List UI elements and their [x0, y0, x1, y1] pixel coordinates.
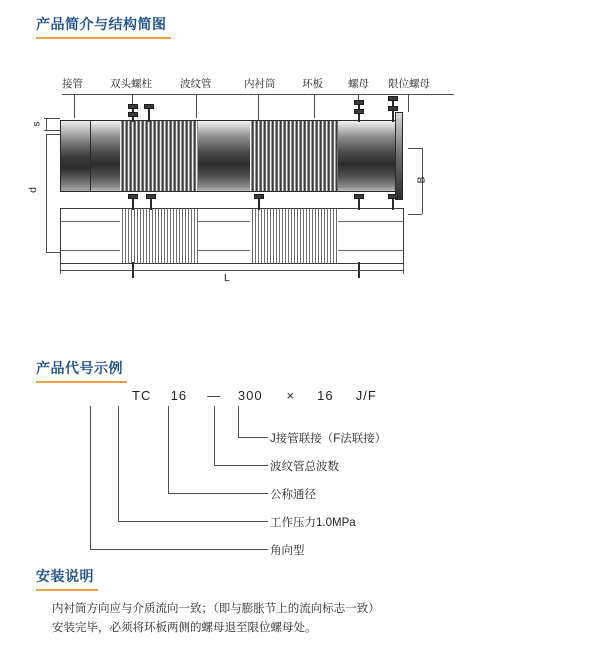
limit-nut-upper-far-right [388, 106, 398, 111]
code-note-waves: 波纹管总波数 [270, 461, 339, 473]
callout-label-bellows: 波纹管 [180, 78, 212, 90]
leader-code-joint-h [238, 437, 268, 438]
section-title-structure-text: 产品简介与结构简图 [36, 16, 167, 32]
leader-pipe [74, 94, 75, 118]
callout-label-ring-plate: 环板 [302, 78, 323, 90]
inlet-pipe-stub [60, 120, 91, 192]
code-part-pressure: 16 [170, 388, 188, 403]
sectional-bellows-right [250, 209, 338, 263]
dim-tick-L-left [60, 260, 61, 274]
code-note-diameter: 公称通径 [270, 489, 316, 501]
code-part-joint: J/F [355, 388, 377, 403]
sectional-bellows-left [120, 209, 198, 263]
section-title-install-text: 安装说明 [36, 568, 94, 584]
leader-code-waves-h [214, 465, 268, 466]
limit-nut-upper-left [128, 112, 138, 117]
structure-diagram [26, 62, 564, 288]
nut-upper-left [128, 104, 138, 109]
dim-line-L [60, 270, 404, 271]
callout-label-stud: 双头螺柱 [110, 78, 152, 90]
sectional-view-body [60, 208, 404, 264]
dim-label-d: d [26, 187, 39, 193]
callout-label-nut: 螺母 [348, 78, 369, 90]
leader-code-joint-v [238, 406, 239, 438]
dim-tick-d-bottom [46, 252, 60, 253]
liner-line-top [61, 221, 403, 222]
code-part-diameter: 300 [237, 388, 263, 403]
product-code-row [132, 388, 390, 403]
leader-code-diameter-v [168, 406, 169, 494]
nut-upper-left-2 [144, 104, 154, 109]
section-title-structure [36, 14, 171, 39]
section-underline-code [36, 381, 127, 383]
limit-nut-upper-right [354, 109, 364, 114]
bellows-section-left [120, 120, 198, 192]
leader-code-diameter-h [168, 493, 268, 494]
leader-code-type-h [90, 549, 268, 550]
section-underline-install [36, 589, 98, 591]
nut-lower-mid [254, 194, 264, 199]
nut-lower-left-2 [146, 194, 156, 199]
leader-ring-plate [314, 94, 315, 118]
nut-lower-right [354, 194, 364, 199]
liner-line-bottom [61, 250, 403, 251]
nut-upper-far-right [388, 96, 398, 101]
code-part-times: × [286, 388, 296, 403]
dim-label-s: s [30, 121, 43, 127]
leader-limit-nut [408, 94, 409, 112]
section-title-install [36, 566, 98, 591]
code-note-pressure: 工作压力1.0MPa [270, 517, 356, 529]
leader-code-waves-v [214, 406, 215, 466]
dim-ext-s [46, 118, 47, 130]
dim-line-s-bottom [44, 130, 60, 131]
code-note-joint: J接管联接（F法联接） [270, 433, 387, 445]
code-part-waves: 16 [317, 388, 334, 403]
leader-code-type-v [90, 406, 91, 550]
callout-label-pipe: 接管 [62, 78, 83, 90]
code-part-type: TC [132, 388, 152, 403]
nut-lower-far-right [388, 194, 398, 199]
dim-tick-d-top [46, 134, 60, 135]
install-line-1: 内衬筒方向应与介质流向一致；（即与膨胀节上的流向标志一致） [52, 603, 380, 615]
callout-label-liner: 内衬筒 [244, 78, 276, 90]
code-note-type: 角向型 [270, 545, 305, 557]
section-underline [36, 37, 171, 39]
bellows-section-right [250, 120, 338, 192]
code-part-dash: — [207, 388, 222, 403]
product-code-diagram [36, 388, 564, 557]
dim-tick-L-right [403, 260, 404, 274]
install-instructions [52, 600, 380, 638]
dim-label-B: B [415, 176, 428, 184]
dim-tick-B-bottom [408, 214, 422, 215]
dim-tick-B-top [408, 148, 422, 149]
callout-label-limit-nut: 限位螺母 [388, 78, 430, 90]
leader-code-pressure-v [118, 406, 119, 522]
section-title-code [36, 358, 127, 383]
nut-lower-left [128, 194, 138, 199]
leader-code-pressure-h [118, 521, 268, 522]
install-line-2: 安装完毕，必须将环板两侧的螺母退至限位螺母处。 [52, 622, 317, 634]
dim-label-L: L [224, 272, 230, 284]
nut-upper-right [354, 100, 364, 105]
flange-plate-right [395, 112, 403, 200]
leader-bellows [196, 94, 197, 118]
dim-line-d [46, 134, 47, 252]
section-title-code-text: 产品代号示例 [36, 360, 123, 376]
